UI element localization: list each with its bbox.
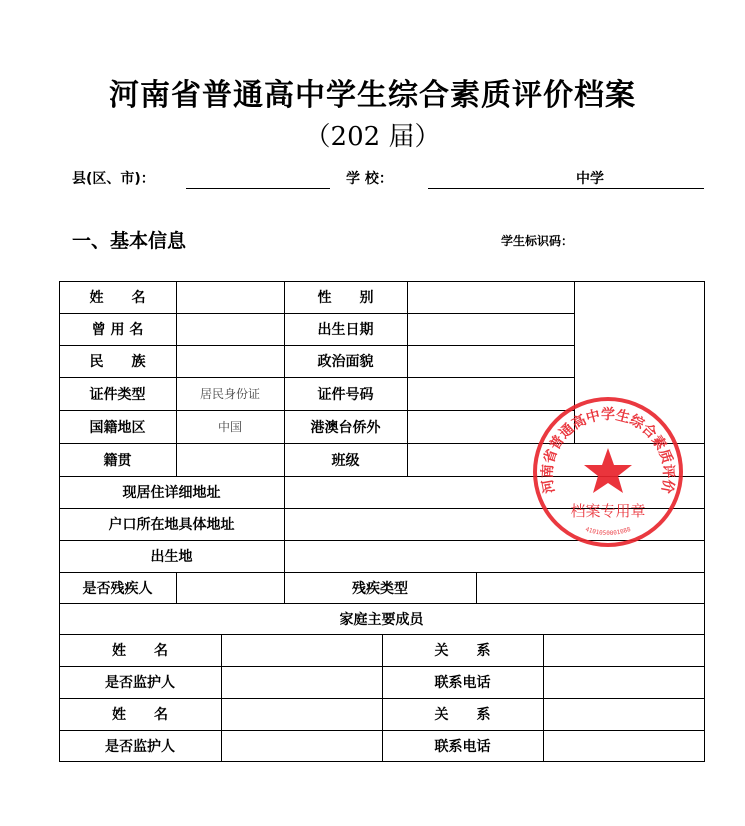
nationality-value[interactable]: 中国 bbox=[217, 420, 242, 434]
student-id-label: 学生标识码： bbox=[501, 234, 574, 248]
birthplace-label: 出生地 bbox=[150, 549, 193, 565]
birth-date-field[interactable] bbox=[407, 313, 574, 345]
family-2-phone-label: 联系电话 bbox=[434, 738, 491, 755]
family-1-phone-field[interactable] bbox=[543, 666, 704, 698]
id-number-label: 证件号码 bbox=[317, 386, 374, 403]
seal-star-icon bbox=[584, 448, 632, 493]
family-2-relation-label: 关 系 bbox=[434, 707, 491, 723]
disability-type-field[interactable] bbox=[476, 572, 704, 603]
current-address-label: 现居住详细地址 bbox=[122, 485, 221, 501]
native-place-label: 籍贯 bbox=[103, 452, 132, 469]
former-name-label: 曾 用 名 bbox=[91, 322, 144, 338]
family-1-relation-field[interactable] bbox=[543, 634, 704, 666]
hk-macau-tw-label: 港澳台侨外 bbox=[310, 419, 381, 436]
id-type-label: 证件类型 bbox=[89, 386, 146, 403]
county-label: 县(区、市)： bbox=[72, 171, 155, 187]
family-2-guardian-field[interactable] bbox=[221, 730, 382, 761]
family-1-guardian-label: 是否监护人 bbox=[105, 675, 175, 691]
id-type-value[interactable]: 居民身份证 bbox=[199, 387, 260, 401]
family-1-guardian-field[interactable] bbox=[221, 666, 382, 698]
seal-number: 4101050001088 bbox=[584, 525, 632, 538]
school-label: 学 校： bbox=[346, 171, 393, 187]
family-heading: 家庭主要成员 bbox=[339, 611, 424, 628]
official-seal-stamp bbox=[530, 394, 686, 550]
gender-field[interactable] bbox=[407, 281, 574, 313]
political-status-label: 政治面貌 bbox=[317, 354, 374, 370]
family-2-relation-field[interactable] bbox=[543, 698, 704, 730]
graduation-year: （202 届） bbox=[304, 122, 441, 152]
section-title: 一、基本信息 bbox=[72, 230, 187, 252]
political-status-field[interactable] bbox=[407, 345, 574, 377]
family-2-guardian-label: 是否监护人 bbox=[105, 738, 175, 755]
disability-type-label: 残疾类型 bbox=[352, 580, 408, 597]
birth-date-label: 出生日期 bbox=[317, 322, 374, 338]
ethnicity-field[interactable] bbox=[176, 345, 284, 377]
native-place-field[interactable] bbox=[176, 443, 284, 476]
family-1-name-label: 姓 名 bbox=[112, 643, 168, 659]
registered-address-label: 户口所在地具体地址 bbox=[108, 517, 235, 533]
school-field[interactable] bbox=[428, 188, 704, 189]
seal-ring-text: 河南省普通高中学生综合素质评价 bbox=[539, 407, 677, 495]
family-2-name-label: 姓 名 bbox=[112, 707, 168, 723]
document-title: 河南省普通高中学生综合素质评价档案 bbox=[109, 78, 636, 113]
disabled-field[interactable] bbox=[176, 572, 284, 603]
county-field[interactable] bbox=[186, 188, 330, 189]
ethnicity-label: 民 族 bbox=[89, 354, 146, 370]
family-1-phone-label: 联系电话 bbox=[434, 675, 491, 691]
family-1-name-field[interactable] bbox=[221, 634, 382, 666]
seal-center-text: 档案专用章 bbox=[570, 502, 646, 520]
disabled-label: 是否残疾人 bbox=[82, 580, 153, 597]
name-field[interactable] bbox=[176, 281, 284, 313]
name-label: 姓 名 bbox=[89, 290, 146, 306]
gender-label: 性 别 bbox=[317, 290, 374, 306]
class-label: 班级 bbox=[331, 452, 360, 469]
family-2-phone-field[interactable] bbox=[543, 730, 704, 761]
family-1-relation-label: 关 系 bbox=[434, 643, 491, 659]
former-name-field[interactable] bbox=[176, 313, 284, 345]
school-value: 中学 bbox=[576, 171, 604, 187]
family-2-name-field[interactable] bbox=[221, 698, 382, 730]
nationality-label: 国籍地区 bbox=[89, 419, 146, 436]
